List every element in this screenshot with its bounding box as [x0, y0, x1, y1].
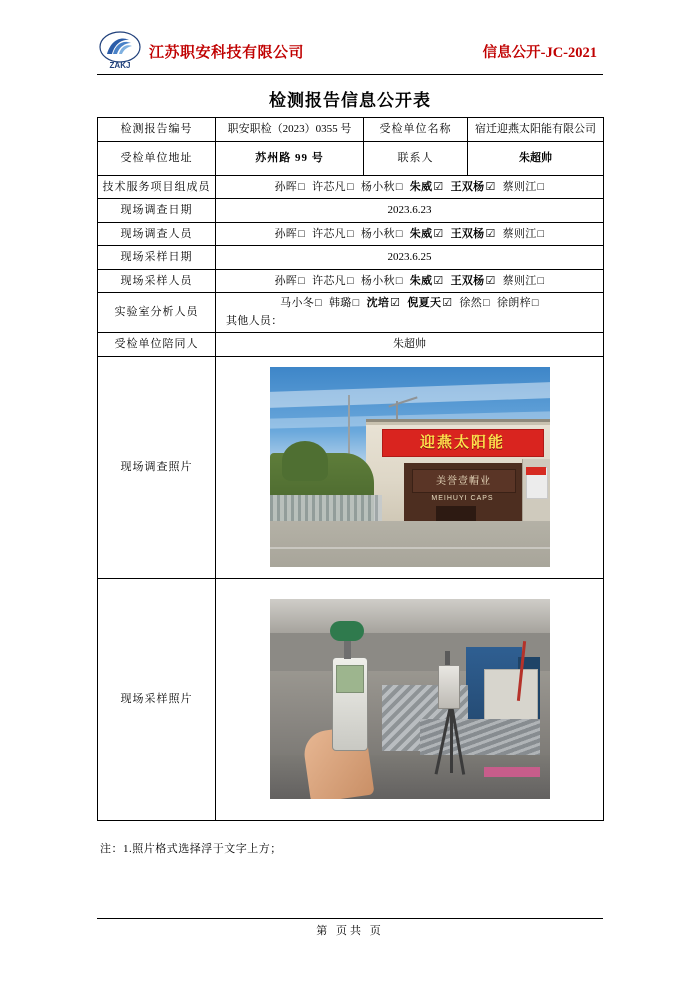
staff-checkbox-item[interactable]	[407, 297, 452, 309]
storefront-sign: 美誉壹帽业	[412, 469, 516, 493]
staff-name: 许芯凡	[312, 227, 346, 240]
address-value: 苏州路 99 号	[216, 141, 364, 175]
staff-name: 杨小秋	[360, 180, 395, 193]
photo-survey-label: 现场调查照片	[98, 356, 216, 578]
table-row	[98, 175, 604, 199]
table-row-photo-survey	[98, 356, 604, 578]
checkbox-unchecked-icon[interactable]: □	[395, 180, 403, 193]
staff-name: 王双杨	[450, 180, 485, 193]
escort-value: 朱超帅	[216, 333, 604, 357]
tree	[282, 441, 328, 481]
checkbox-unchecked-icon[interactable]: □	[537, 180, 545, 193]
team-label: 技术服务项目组成员	[98, 175, 216, 199]
checkbox-unchecked-icon[interactable]: □	[537, 274, 545, 287]
road-marking	[270, 547, 550, 549]
staff-name: 朱威	[409, 180, 433, 193]
checkbox-checked-icon[interactable]: ☑	[485, 180, 496, 193]
contact-value: 朱超帅	[468, 141, 604, 175]
staff-checkbox-item[interactable]	[361, 275, 403, 287]
checkbox-checked-icon[interactable]: ☑	[433, 274, 444, 287]
staff-checkbox-item[interactable]	[312, 275, 354, 287]
photo-sampling-cell	[216, 578, 604, 820]
lab-label: 实验室分析人员	[98, 293, 216, 333]
table-row	[98, 269, 604, 293]
photo-sampling-label: 现场采样照片	[98, 578, 216, 820]
ground	[270, 521, 550, 567]
lab-staff-list	[220, 295, 599, 313]
header-divider	[97, 74, 603, 75]
company-logo-icon	[97, 30, 143, 72]
staff-name: 蔡则江	[502, 180, 537, 193]
staff-checkbox-item[interactable]	[367, 297, 401, 309]
staff-checkbox-item[interactable]	[451, 228, 496, 240]
staff-name: 许芯凡	[312, 274, 346, 287]
checkbox-unchecked-icon[interactable]: □	[352, 297, 360, 309]
checkbox-checked-icon[interactable]: ☑	[433, 227, 444, 240]
staff-checkbox-item[interactable]	[275, 181, 306, 193]
staff-name: 徐然	[459, 297, 483, 309]
sampling-date-label: 现场采样日期	[98, 246, 216, 270]
control-panel	[484, 669, 538, 721]
escort-label: 受检单位陪同人	[98, 333, 216, 357]
staff-name: 朱威	[409, 227, 433, 240]
staff-name: 杨小秋	[360, 274, 395, 287]
checkbox-checked-icon[interactable]: ☑	[442, 297, 453, 309]
checkbox-unchecked-icon[interactable]: □	[346, 274, 354, 287]
staff-name: 杨小秋	[360, 227, 395, 240]
client-label: 受检单位名称	[364, 118, 468, 142]
checkbox-unchecked-icon[interactable]: □	[346, 180, 354, 193]
table-row	[98, 293, 604, 333]
staff-checkbox-item[interactable]	[410, 228, 444, 240]
checkbox-unchecked-icon[interactable]: □	[298, 227, 306, 240]
lab-staff-cell	[216, 293, 604, 333]
staff-checkbox-item[interactable]	[312, 181, 354, 193]
page-footer: 第 页共 页	[316, 925, 384, 937]
staff-checkbox-item[interactable]	[503, 228, 545, 240]
company-name: 江苏职安科技有限公司	[149, 44, 305, 61]
report-no-label: 检测报告编号	[98, 118, 216, 142]
checkbox-unchecked-icon[interactable]: □	[531, 297, 539, 309]
checkbox-unchecked-icon[interactable]: □	[395, 227, 403, 240]
staff-name: 孙晖	[274, 180, 298, 193]
checkbox-unchecked-icon[interactable]: □	[298, 180, 306, 193]
staff-checkbox-item[interactable]	[503, 181, 545, 193]
staff-checkbox-item[interactable]	[451, 275, 496, 287]
report-no-value: 职安职检（2023）0355 号	[216, 118, 364, 142]
survey-photo-image	[270, 367, 550, 567]
staff-checkbox-item[interactable]	[275, 228, 306, 240]
staff-name: 孙晖	[274, 274, 298, 287]
staff-name: 韩璐	[329, 297, 352, 309]
table-row-photo-sampling	[98, 578, 604, 820]
staff-name: 沈培	[366, 297, 390, 309]
svg-text:ZAKJ: ZAKJ	[109, 61, 131, 70]
table-row	[98, 246, 604, 270]
sampling-photo-image	[270, 599, 550, 799]
header-doc-code: 信息公开-JC-2021	[482, 44, 597, 61]
staff-name: 倪夏天	[407, 297, 442, 309]
staff-checkbox-item[interactable]	[312, 228, 354, 240]
report-info-table	[97, 117, 604, 821]
survey-date-value: 2023.6.23	[216, 199, 604, 223]
fence	[270, 495, 382, 521]
staff-checkbox-item[interactable]	[497, 297, 539, 309]
staff-checkbox-item[interactable]	[361, 181, 403, 193]
survey-staff-list	[216, 222, 604, 246]
checkbox-unchecked-icon[interactable]: □	[298, 274, 306, 287]
staff-name: 徐朗梓	[496, 297, 531, 309]
table-row	[98, 199, 604, 223]
checkbox-checked-icon[interactable]: ☑	[433, 180, 444, 193]
sky-streak	[270, 382, 550, 408]
staff-checkbox-item[interactable]	[329, 297, 360, 309]
store-door	[436, 506, 476, 522]
table-row	[98, 118, 604, 142]
sampling-date-value: 2023.6.25	[216, 246, 604, 270]
footer-divider	[97, 918, 603, 919]
survey-date-label: 现场调查日期	[98, 199, 216, 223]
table-row	[98, 141, 604, 175]
tripod-leg	[450, 703, 453, 773]
sampler-body	[438, 665, 460, 709]
others-label: 其他人员：	[226, 314, 283, 327]
checkbox-checked-icon[interactable]: ☑	[485, 227, 496, 240]
checkbox-unchecked-icon[interactable]: □	[346, 227, 354, 240]
checkbox-unchecked-icon[interactable]: □	[483, 297, 490, 309]
table-row	[98, 333, 604, 357]
staff-name: 许芯凡	[312, 180, 346, 193]
checkbox-checked-icon[interactable]: ☑	[485, 274, 496, 287]
sampling-staff-label: 现场采样人员	[98, 269, 216, 293]
staff-checkbox-item[interactable]	[410, 275, 444, 287]
footnote: 注：1.照片格式选择浮于文字上方；	[100, 843, 282, 855]
building-sign: 迎燕太阳能	[382, 429, 544, 457]
staff-checkbox-item[interactable]	[275, 275, 306, 287]
client-value: 宿迁迎燕太阳能有限公司	[468, 118, 604, 142]
survey-staff-label: 现场调查人员	[98, 222, 216, 246]
page-header	[97, 28, 603, 74]
staff-checkbox-item[interactable]	[459, 297, 490, 309]
team-staff-list	[216, 175, 604, 199]
checkbox-unchecked-icon[interactable]: □	[395, 274, 403, 287]
table-row	[98, 222, 604, 246]
wall-banner-header	[526, 467, 546, 475]
checkbox-checked-icon[interactable]: ☑	[390, 297, 401, 309]
page-title: 检测报告信息公开表	[269, 91, 431, 110]
contact-label: 联系人	[364, 141, 468, 175]
storefront-sign-sub: MEIHUYI CAPS	[431, 494, 494, 502]
checkbox-unchecked-icon[interactable]: □	[537, 227, 545, 240]
photo-survey-cell	[216, 356, 604, 578]
meter-display	[336, 665, 364, 693]
staff-name: 蔡则江	[502, 274, 537, 287]
staff-checkbox-item[interactable]	[451, 181, 496, 193]
staff-checkbox-item[interactable]	[280, 297, 322, 309]
address-label: 受检单位地址	[98, 141, 216, 175]
ceiling	[270, 599, 550, 633]
staff-name: 孙晖	[274, 227, 298, 240]
staff-checkbox-item[interactable]	[410, 181, 444, 193]
staff-name: 王双杨	[450, 274, 485, 287]
green-object	[330, 621, 364, 641]
staff-checkbox-item[interactable]	[361, 228, 403, 240]
sampling-staff-list	[216, 269, 604, 293]
pink-object	[484, 767, 540, 777]
header-brand	[97, 30, 304, 72]
staff-name: 马小冬	[280, 297, 315, 309]
staff-name: 蔡则江	[502, 227, 537, 240]
staff-checkbox-item[interactable]	[503, 275, 545, 287]
staff-name: 朱威	[409, 274, 433, 287]
checkbox-unchecked-icon[interactable]: □	[315, 297, 322, 309]
staff-name: 王双杨	[450, 227, 485, 240]
